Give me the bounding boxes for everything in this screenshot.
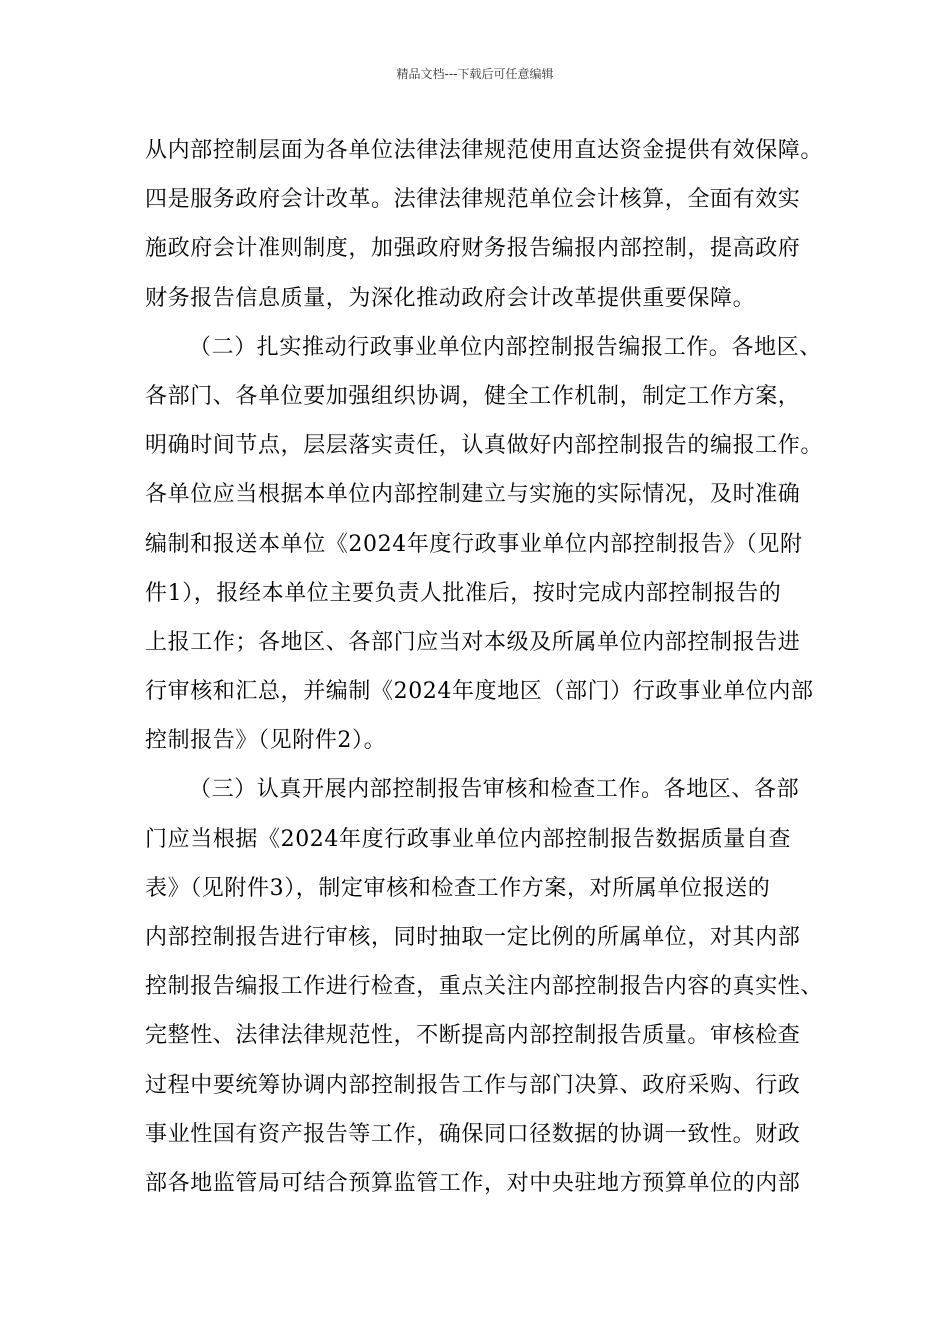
text-line: 明确时间节点，层层落实责任，认真做好内部控制报告的编报工作。	[145, 433, 824, 459]
text-line: 四是服务政府会计改革。法律法律规范单位会计核算，全面有效实	[145, 187, 801, 213]
text-line: 过程中要统筹协调内部控制报告工作与部门决算、政府采购、行政	[145, 1072, 801, 1098]
text-line: 件1），报经本单位主要负责人批准后，按时完成内部控制报告的	[145, 580, 782, 606]
text-line: 从内部控制层面为各单位法律法律规范使用直达资金提供有效保障。	[145, 138, 824, 163]
text-line: 施政府会计准则制度，加强政府财务报告编报内部控制，提高政府	[145, 236, 801, 262]
text-line: 内部控制报告进行审核，同时抽取一定比例的所属单位，对其内部	[145, 925, 801, 950]
text-line: 门应当根据《2024年度行政事业单位内部控制报告数据质量自查	[145, 826, 791, 852]
text-line: 各单位应当根据本单位内部控制建立与实施的实际情况，及时准确	[145, 482, 801, 508]
page-header: 精品文档---下载后可任意编辑	[396, 67, 554, 81]
text-line: 财务报告信息质量，为深化推动政府会计改革提供重要保障。	[145, 285, 756, 311]
text-line: 部各地监管局可结合预算监管工作，对中央驻地方预算单位的内部	[145, 1170, 801, 1196]
text-line: 行审核和汇总，并编制《2024年度地区（部门）行政事业单位内部	[145, 679, 814, 705]
text-line: 事业性国有资产报告等工作，确保同口径数据的协调一致性。财政	[145, 1121, 801, 1147]
paragraph-start-line: （三）认真开展内部控制报告审核和检查工作。各地区、各部	[189, 777, 800, 803]
text-line: 控制报告编报工作进行检查，重点关注内部控制报告内容的真实性、	[145, 974, 824, 1000]
paragraph-start-line: （二）扎实推动行政事业单位内部控制报告编报工作。各地区、	[189, 334, 822, 360]
text-line: 控制报告》（见附件2）。	[145, 728, 387, 754]
text-line: 各部门、各单位要加强组织协调，健全工作机制，制定工作方案，	[145, 383, 801, 409]
text-line: 编制和报送本单位《2024年度行政事业单位内部控制报告》（见附	[145, 531, 803, 557]
document-body	[145, 126, 825, 1208]
text-line: 表》（见附件3），制定审核和检查工作方案，对所属单位报送的	[145, 875, 771, 901]
text-line: 上报工作；各地区、各部门应当对本级及所属单位内部控制报告进	[145, 629, 801, 655]
text-line: 完整性、法律法律规范性，不断提高内部控制报告质量。审核检查	[145, 1023, 801, 1049]
